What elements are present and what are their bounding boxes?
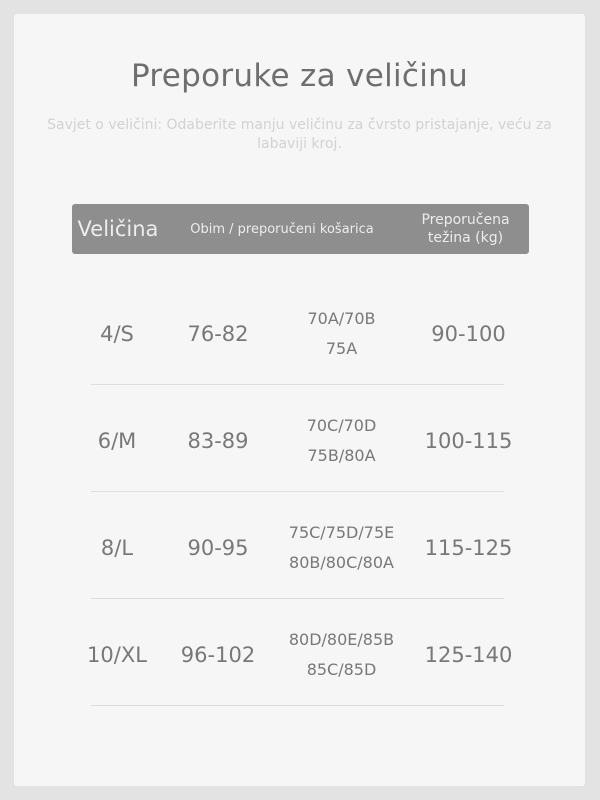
weight-cell: 115-125: [424, 536, 513, 560]
page-title: Preporuke za veličinu: [130, 58, 469, 94]
table-row: [91, 498, 513, 599]
weight-cell: 100-115: [424, 429, 513, 453]
weight-cell: 90-100: [431, 322, 506, 346]
header-size: Veličina: [77, 217, 159, 241]
cup-line-1: 70A/70B: [307, 309, 376, 328]
cup-line-1: 75C/75D/75E: [288, 523, 395, 542]
bust-cell: 90-95: [187, 536, 249, 560]
cup-cell: [269, 391, 414, 491]
cup-line-1: 80D/80E/85B: [288, 630, 395, 649]
table-header: [72, 204, 529, 254]
size-cell: 4/S: [100, 322, 134, 346]
header-weight: Preporučena težina (kg): [421, 212, 510, 246]
bust-cell: 76-82: [187, 322, 249, 346]
cup-line-2: 85C/85D: [306, 660, 377, 679]
size-cell: 10/XL: [87, 643, 147, 667]
size-cell: 6/M: [97, 429, 137, 453]
table-row: [91, 391, 513, 492]
cup-cell: [269, 605, 414, 705]
cup-cell: [269, 498, 414, 598]
cup-line-2: 80B/80C/80A: [289, 553, 394, 572]
table-row: [91, 284, 504, 385]
size-guide-card: [14, 14, 585, 786]
cup-line-1: 70C/70D: [306, 416, 377, 435]
header-bust-cup: Obim / preporučeni košarica: [190, 221, 374, 237]
weight-cell: 125-140: [424, 643, 513, 667]
size-cell: 8/L: [100, 536, 134, 560]
table-row: [87, 605, 513, 706]
size-advice-text: Savjet o veličini: Odaberite manju veličinu za čvrsto pristajanje, veću za labaviji kroj.: [47, 117, 552, 152]
cup-cell: [269, 284, 414, 384]
cup-line-2: 75B/80A: [307, 446, 376, 465]
bust-cell: 83-89: [187, 429, 249, 453]
cup-line-2: 75A: [325, 339, 358, 358]
bust-cell: 96-102: [180, 643, 256, 667]
